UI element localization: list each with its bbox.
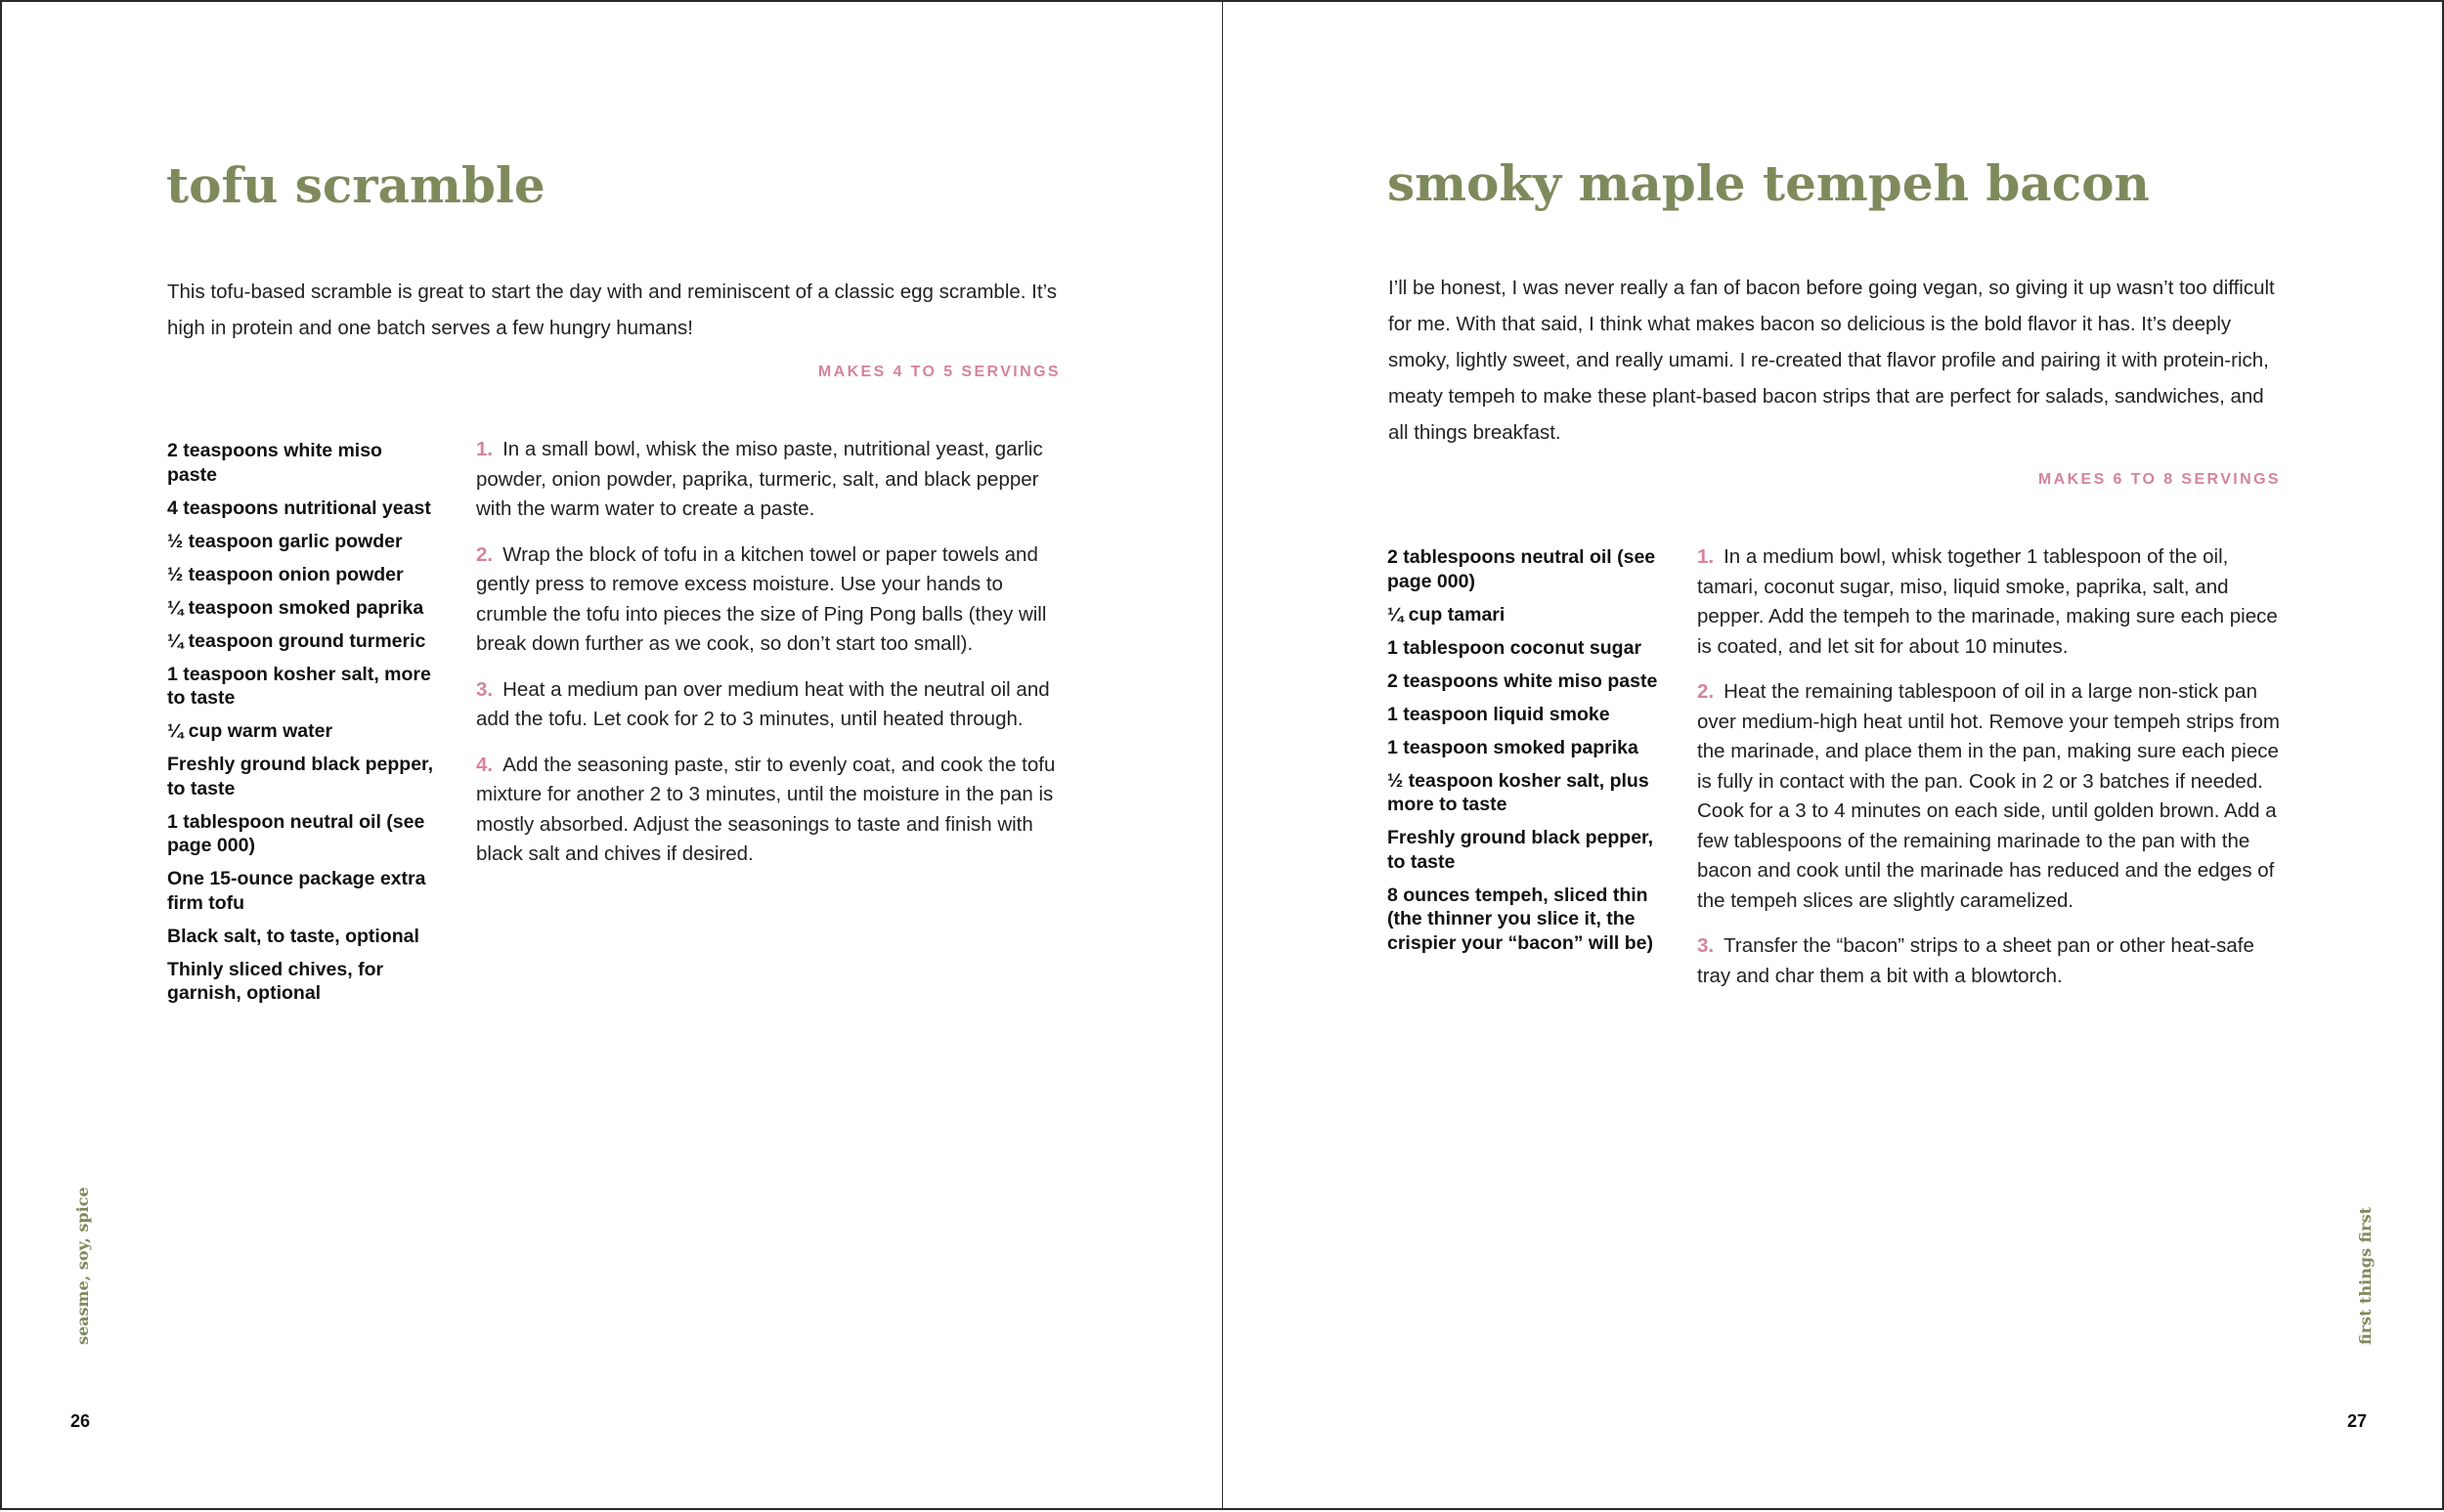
ingredient-item: ½ teaspoon kosher salt, plus more to taste <box>1387 769 1649 815</box>
step-item <box>1697 931 2284 991</box>
ingredient-item: 4 teaspoons nutritional yeast <box>167 497 431 519</box>
step-text: Heat a medium pan over medium heat with the neutral oil and add the tofu. Let cook for 2 to 3 minutes, until heated through. <box>476 677 1050 730</box>
step-number: 2. <box>476 542 494 566</box>
step-text: In a medium bowl, whisk together 1 tablespoon of the oil, tamari, coconut sugar, miso, liquid smoke, paprika, salt, and pepper. Add the tempeh to the marinade, making sure each piece is coated, and let sit for about 10 minutes. <box>1697 545 2278 658</box>
ingredient-item: 2 teaspoons white miso paste <box>167 440 382 486</box>
step-number: 3. <box>1697 934 1715 957</box>
page-number: 26 <box>70 1411 91 1431</box>
step-item <box>1697 677 2284 916</box>
ingredient-item: 8 ounces tempeh, sliced thin (the thinner you slice it, the crispier your “bacon” will be) <box>1387 884 1653 954</box>
step-number: 3. <box>476 677 494 701</box>
running-head: seasme, soy, spice <box>73 1187 92 1345</box>
step-text: Transfer the “bacon” strips to a sheet pan or other heat-safe tray and char them a bit with a blowtorch. <box>1697 934 2254 987</box>
step-text: Add the seasoning paste, stir to evenly coat, and cook the tofu mixture for another 2 to 3 minutes, until the moisture in the pan is mostly absorbed. Adjust the seasonings to taste and finish with black salt and chives if desired. <box>476 753 1056 865</box>
ingredient-item: 1 tablespoon neutral oil (see page 000) <box>167 810 425 856</box>
step-item <box>476 675 1063 735</box>
recipe-intro: This tofu-based scramble is great to start the day with and reminiscent of a classic egg scramble. It’s high in protein and one batch serves a few hungry humans! <box>167 281 1057 339</box>
left-page <box>0 0 1223 1510</box>
ingredient-item: 1 teaspoon liquid smoke <box>1387 703 1610 725</box>
ingredient-item: ¼ teaspoon ground turmeric <box>167 629 426 652</box>
recipe-intro: I’ll be honest, I was never really a fan of bacon before going vegan, so giving it up wasn’t too difficult for me. With that said, I think what makes bacon so delicious is the bold flavor it has. It’s deeply smoky, lightly sweet, and really umami. I re-created that flavor profile and pairing it with protein-rich, meaty tempeh to make these plant-based bacon strips that are perfect for salads, sandwiches, and all things breakfast. <box>1388 277 2275 444</box>
right-page <box>1222 0 2444 1510</box>
method-steps <box>476 435 1063 886</box>
step-text: Wrap the block of tofu in a kitchen towel or paper towels and gently press to remove excess moisture. Use your hands to crumble the tofu into pieces the size of Ping Pong balls (they will break down further as we cook, so don’t start too small). <box>476 542 1047 655</box>
step-item <box>476 435 1063 525</box>
ingredient-item: 2 tablespoons neutral oil (see page 000) <box>1387 546 1656 592</box>
page-number: 27 <box>2347 1411 2368 1431</box>
step-number: 2. <box>1697 680 1715 703</box>
ingredient-item: Freshly ground black pepper, to taste <box>167 754 433 799</box>
running-head: first things first <box>2356 1207 2375 1345</box>
step-item <box>1697 542 2284 662</box>
ingredient-item: ¼ cup warm water <box>167 720 333 742</box>
step-text: In a small bowl, whisk the miso paste, nutritional yeast, garlic powder, onion powder, paprika, turmeric, salt, and black pepper with the warm water to create a paste. <box>476 438 1043 520</box>
ingredient-list <box>1387 545 1666 965</box>
ingredient-item: One 15-ounce package extra firm tofu <box>167 868 426 914</box>
step-item <box>476 540 1063 660</box>
recipe-title: smoky maple tempeh bacon <box>1387 154 2150 212</box>
step-number: 1. <box>476 438 494 460</box>
ingredient-item: 2 teaspoons white miso paste <box>1387 670 1658 692</box>
recipe-title: tofu scramble <box>166 156 546 214</box>
step-number: 1. <box>1697 545 1715 568</box>
ingredient-item: ¼ cup tamari <box>1387 603 1506 626</box>
step-item <box>476 751 1063 870</box>
step-text: Heat the remaining tablespoon of oil in a large non-stick pan over medium-high heat until hot. Remove your tempeh strips from the marinade, and place them in the pan, making sure each piece is fully in contact with the pan. Cook in 2 or 3 batches if needed. Cook for a 3 to 4 minutes on each side, until golden brown. Add a few tablespoons of the remaining marinade to the pan with the bacon and cook until the marinade has reduced and the edges of the tempeh slices are slightly caramelized. <box>1697 680 2280 912</box>
ingredient-item: ½ teaspoon garlic powder <box>167 530 403 552</box>
ingredient-item: 1 tablespoon coconut sugar <box>1387 636 1642 659</box>
ingredient-item: Freshly ground black pepper, to taste <box>1387 827 1653 873</box>
servings-label: MAKES 6 TO 8 SERVINGS <box>2037 471 2281 488</box>
method-steps <box>1697 542 2284 1007</box>
ingredient-item: 1 teaspoon kosher salt, more to taste <box>167 663 431 709</box>
step-number: 4. <box>476 753 494 776</box>
ingredient-item: ½ teaspoon onion powder <box>167 563 404 585</box>
servings-label: MAKES 4 TO 5 SERVINGS <box>817 364 1061 380</box>
ingredient-item: 1 teaspoon smoked paprika <box>1387 736 1638 758</box>
ingredient-item: Thinly sliced chives, for garnish, optional <box>167 958 384 1004</box>
ingredient-item: ¼ teaspoon smoked paprika <box>167 596 424 619</box>
ingredient-item: Black salt, to taste, optional <box>167 925 419 947</box>
ingredient-list <box>167 439 436 1015</box>
